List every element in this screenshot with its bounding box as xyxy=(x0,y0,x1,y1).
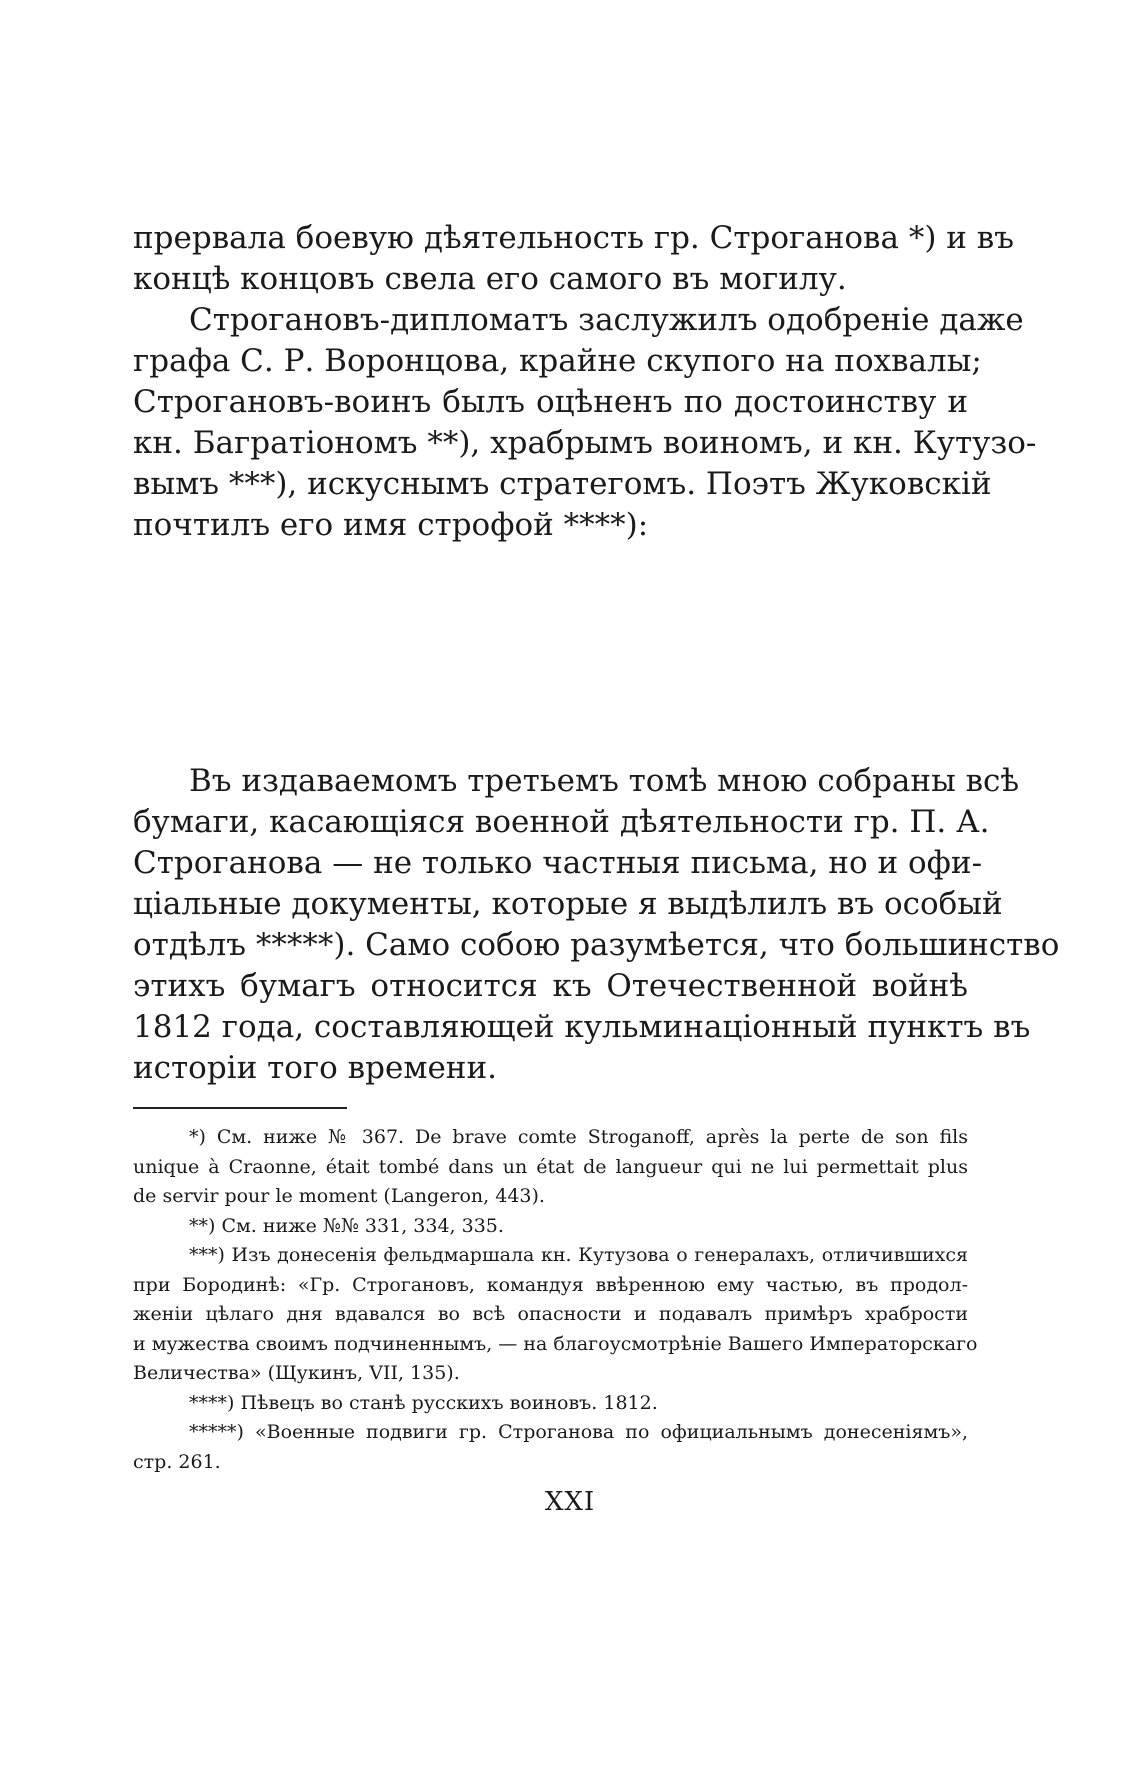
text-line: Строгановъ-дипломатъ заслужилъ одобренiе даже xyxy=(189,302,1024,338)
text-line: вымъ ***), искуснымъ стратегомъ. Поэтъ Жуковскiй xyxy=(133,466,992,502)
footnote-line: при Бородинѣ: «Гр. Строгановъ, командуя ввѣренною ему частью, въ продол- xyxy=(133,1273,968,1296)
footnote-line: *****) «Военные подвиги гр. Строганова по официальнымъ донесенiямъ», xyxy=(189,1421,968,1443)
verse-line xyxy=(133,696,968,737)
footnote-line: **) См. ниже №№ 331, 334, 335. xyxy=(189,1214,504,1237)
footnote-divider xyxy=(133,1107,347,1109)
footnote-line: женiи цѣлаго дня вдавался во всѣ опасности и подавалъ примѣръ храбрости xyxy=(133,1303,968,1325)
text-line: Строганова — не только частныя письма, но и офи- xyxy=(133,845,983,881)
text-line: бумаги, касающiяся военной дѣятельности гр. П. А. xyxy=(133,804,990,840)
verse-line xyxy=(133,614,968,655)
text-line: концѣ концовъ свела его самого въ могилу. xyxy=(133,261,847,297)
footnote-line: de servir pour le moment (Langeron, 443). xyxy=(133,1185,545,1207)
page-number: XXI xyxy=(544,1487,596,1517)
footnote-1 xyxy=(133,1123,968,1212)
text-line: прервала боевую дѣятельность гр. Строганова *) и въ xyxy=(133,220,1014,256)
paragraph-1 xyxy=(133,218,1014,300)
poem-stanza xyxy=(133,573,968,737)
footnotes xyxy=(133,1123,978,1477)
footnote-line: Величества» (Щукинъ, VII, 135). xyxy=(133,1362,460,1384)
page-text-block xyxy=(133,218,1060,1477)
paragraph-2 xyxy=(133,300,1037,546)
footnote-2 xyxy=(133,1212,968,1242)
footnote-line: *) См. ниже № 367. De brave comte Stroganoff, après la perte de son fils xyxy=(189,1126,968,1148)
footnote-4 xyxy=(133,1389,968,1419)
footnote-line: и мужества своимъ подчиненнымъ, — на благоусмотрѣнiе Вашего Императорскаго xyxy=(133,1332,978,1355)
footnote-3 xyxy=(133,1241,978,1389)
verse-line xyxy=(133,655,968,696)
footnote-line: ***) Изъ донесенiя фельдмаршала кн. Кутузова о генералахъ, отличившихся xyxy=(189,1244,968,1266)
text-line: почтилъ его имя строфой ****): xyxy=(133,507,649,543)
text-line: 1812 года, составляющей кульминацiонный пунктъ въ xyxy=(133,1009,1031,1045)
text-line: отдѣлъ *****). Само собою разумѣется, что большинство xyxy=(133,927,1060,963)
text-line: графа С. Р. Воронцова, крайне скупого на похвалы; xyxy=(133,343,982,379)
text-line: Въ издаваемомъ третьемъ томѣ мною собраны всѣ xyxy=(189,763,1020,799)
text-line: этихъ бумагъ относится къ Отечественной войнѣ xyxy=(133,968,968,1004)
footnote-line: ****) Пѣвецъ во станѣ русскихъ воиновъ. 1812. xyxy=(189,1391,658,1414)
text-line: кн. Багратiономъ **), храбрымъ воиномъ, и кн. Кутузо- xyxy=(133,425,1037,461)
footnote-line: стр. 261. xyxy=(133,1450,221,1473)
text-line: цiальные документы, которые я выдѣлилъ въ особый xyxy=(133,886,1003,922)
text-line: Строгановъ-воинъ былъ оцѣненъ по достоинству и xyxy=(133,384,968,420)
footnote-5 xyxy=(133,1418,968,1477)
text-line: исторiи того времени. xyxy=(133,1050,497,1086)
verse-line xyxy=(133,573,968,614)
paragraph-3 xyxy=(133,761,1060,1089)
footnote-line: unique à Craonne, était tombé dans un état de langueur qui ne lui permettait plus xyxy=(133,1155,968,1178)
